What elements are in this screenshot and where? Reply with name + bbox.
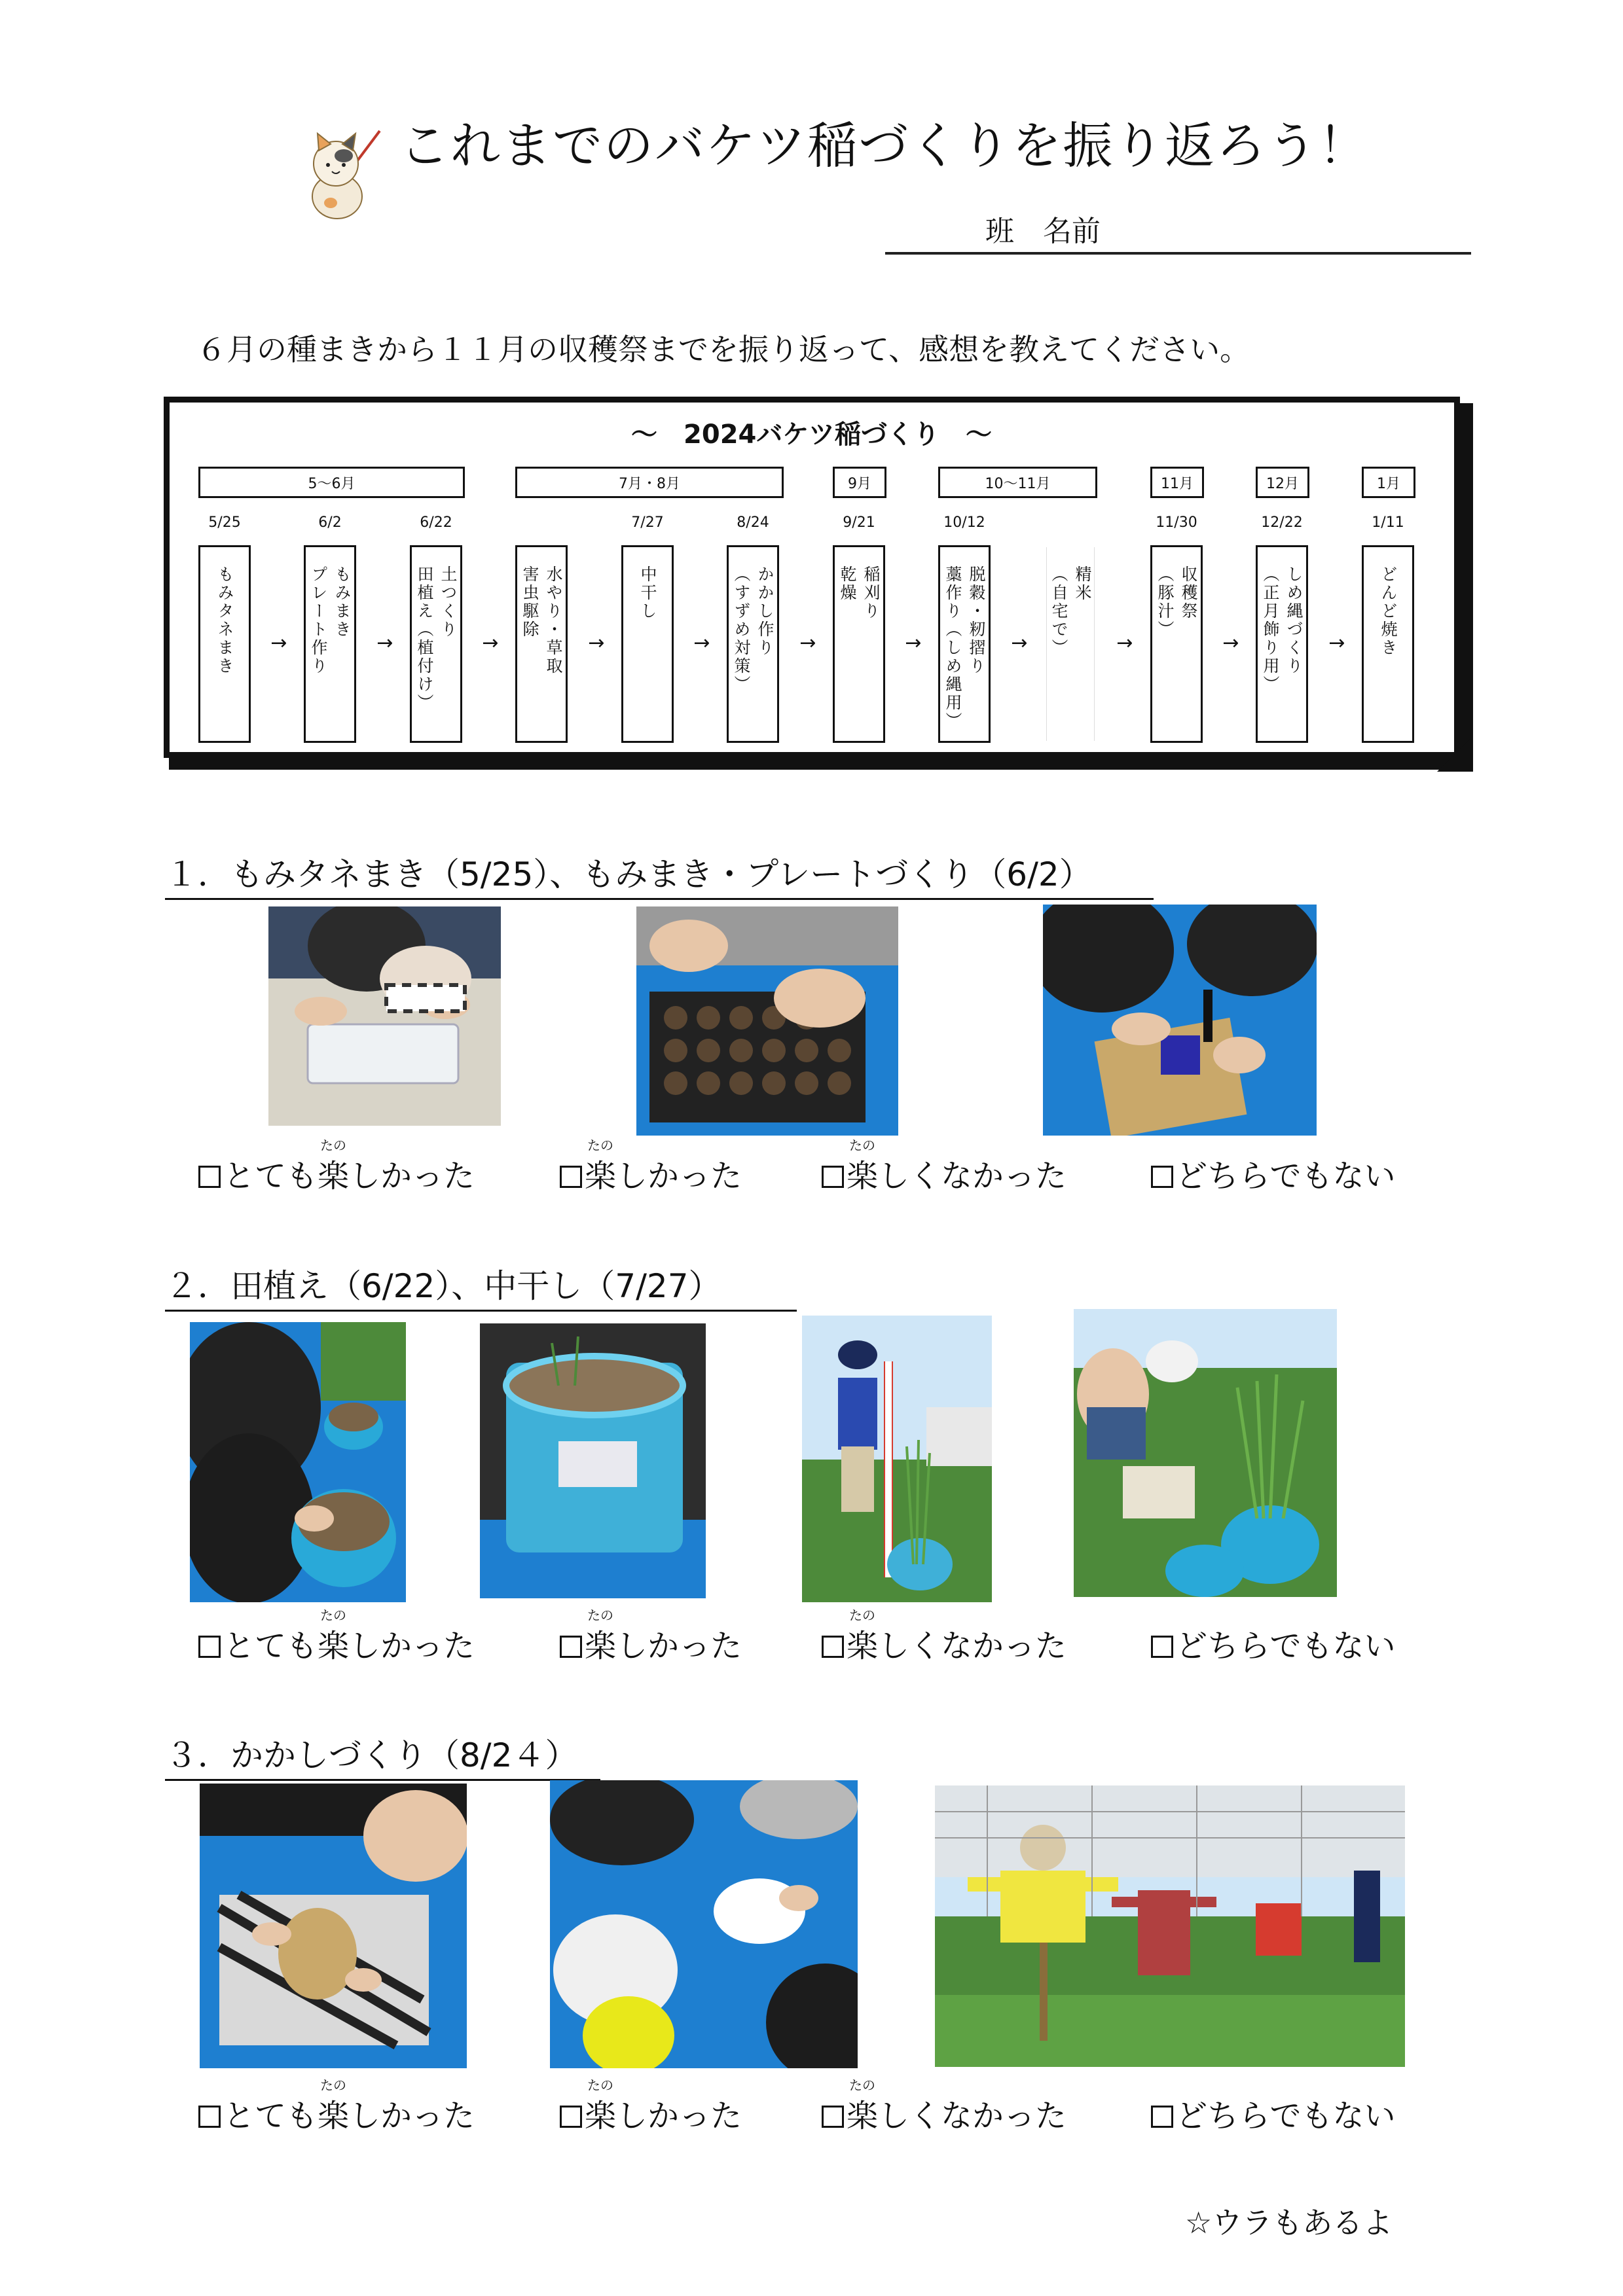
choice-very-fun-3[interactable]: とても たの 楽しかった xyxy=(198,2090,475,2136)
choice-neither-3[interactable]: どちらでもない xyxy=(1151,2090,1396,2136)
date-label: 6/22 xyxy=(420,514,452,531)
month-label: 10～11月 xyxy=(938,467,1097,498)
photo-bucket-mud xyxy=(480,1323,706,1598)
month-label: 11月 xyxy=(1150,467,1204,498)
checkbox[interactable] xyxy=(198,1166,221,1188)
arrow-icon: → xyxy=(376,632,393,655)
timeline-title: ～ 2024バケツ稲づくり ～ xyxy=(631,420,992,450)
month-label: 12月 xyxy=(1256,467,1309,498)
step-shimenawa: しめ縄づくり （正月飾り用） xyxy=(1256,545,1308,743)
photo-mid-drying xyxy=(802,1316,992,1602)
date-label: 11/30 xyxy=(1156,514,1197,531)
step-plate-making: もみまき プレート作り xyxy=(304,545,356,743)
choice-fun-1[interactable]: たの 楽しかった xyxy=(560,1151,742,1196)
photo-plate-drawing xyxy=(1043,905,1317,1136)
arrow-icon: → xyxy=(1222,632,1239,655)
checkbox[interactable] xyxy=(198,1636,221,1658)
step-dondo-yaki: どんど焼き xyxy=(1362,545,1414,743)
date-label: 1/11 xyxy=(1372,514,1404,531)
checkbox[interactable] xyxy=(1151,1636,1173,1658)
month-label: 5～6月 xyxy=(198,467,465,498)
photo-rice-planting xyxy=(190,1322,406,1602)
timeline-page-curl xyxy=(1437,736,1473,772)
choice-very-fun-1[interactable]: とても たの 楽しかった xyxy=(198,1151,475,1196)
choice-neither-1[interactable]: どちらでもない xyxy=(1151,1151,1396,1196)
photo-scarecrow-head xyxy=(550,1780,858,2068)
step-watering: 水やり・草取 害虫駆除 xyxy=(515,545,568,743)
name-label: 班 名前 xyxy=(985,215,1101,248)
arrow-icon: → xyxy=(482,632,499,655)
photo-scarecrow-making xyxy=(200,1784,467,2068)
arrow-icon: → xyxy=(799,632,816,655)
arrow-icon: → xyxy=(1328,632,1345,655)
checkbox[interactable] xyxy=(560,1636,582,1658)
arrow-icon: → xyxy=(270,632,287,655)
choice-very-fun-2[interactable]: とても たの 楽しかった xyxy=(198,1621,475,1666)
arrow-icon: → xyxy=(588,632,605,655)
month-label: 9月 xyxy=(833,467,886,498)
date-label: 8/24 xyxy=(737,514,769,531)
date-label: 9/21 xyxy=(843,514,875,531)
choice-fun-2[interactable]: たの 楽しかった xyxy=(560,1621,742,1666)
section-3-title: ３．かかしづくり（8/2４） xyxy=(165,1729,600,1781)
footer-note: ☆ウラもあるよ xyxy=(1185,2205,1393,2240)
step-mid-drying: 中干し xyxy=(621,545,674,743)
date-label: 6/2 xyxy=(318,514,342,531)
date-label: 12/22 xyxy=(1261,514,1303,531)
cat-teacher-icon xyxy=(298,124,383,223)
checkbox[interactable] xyxy=(822,1166,844,1188)
month-label: 7月・8月 xyxy=(515,467,784,498)
checkbox[interactable] xyxy=(1151,1166,1173,1188)
choice-not-fun-2[interactable]: たの 楽しくなかった xyxy=(822,1621,1067,1666)
checkbox[interactable] xyxy=(198,2106,221,2128)
checkbox[interactable] xyxy=(1151,2106,1173,2128)
step-rice-planting: 土つくり 田植え（植付け） xyxy=(410,545,462,743)
checkbox[interactable] xyxy=(560,2106,582,2128)
arrow-icon: → xyxy=(693,632,710,655)
step-polishing: 精米 （自宅で） xyxy=(1044,545,1097,743)
date-label: 5/25 xyxy=(208,514,241,531)
name-input-line[interactable] xyxy=(885,252,1471,255)
choice-not-fun-1[interactable]: たの 楽しくなかった xyxy=(822,1151,1067,1196)
arrow-icon: → xyxy=(905,632,922,655)
checkbox[interactable] xyxy=(560,1166,582,1188)
photo-seed-sowing xyxy=(268,906,501,1126)
photo-plate-making xyxy=(636,906,898,1136)
month-label: 1月 xyxy=(1362,467,1415,498)
choice-neither-2[interactable]: どちらでもない xyxy=(1151,1621,1396,1666)
page-title: これまでのバケツ稲づくりを振り返ろう！ xyxy=(399,117,1370,175)
date-label: 7/27 xyxy=(631,514,664,531)
intro-text: ６月の種まきから１１月の収穫祭までを振り返って、感想を教えてください。 xyxy=(196,332,1250,367)
step-threshing: 脱穀・籾摺り 藁作り（しめ縄用） xyxy=(938,545,991,743)
section-2-title: ２．田植え（6/22）、中干し（7/27） xyxy=(165,1260,797,1312)
photo-scarecrows-garden xyxy=(935,1785,1405,2067)
step-scarecrow: かかし作り （すずめ対策） xyxy=(727,545,779,743)
section-1-title: １．もみタネまき（5/25）、もみまき・プレートづくり（6/2） xyxy=(165,848,1154,900)
date-label: 10/12 xyxy=(943,514,985,531)
step-seed-sowing: もみタネまき xyxy=(198,545,251,743)
step-harvest: 稲刈り 乾燥 xyxy=(833,545,885,743)
choice-not-fun-3[interactable]: たの 楽しくなかった xyxy=(822,2090,1067,2136)
step-harvest-festival: 収穫祭 （豚汁） xyxy=(1150,545,1203,743)
photo-bucket-rice-plants xyxy=(1074,1309,1337,1597)
checkbox[interactable] xyxy=(822,1636,844,1658)
arrow-icon: → xyxy=(1116,632,1133,655)
checkbox[interactable] xyxy=(822,2106,844,2128)
arrow-icon: → xyxy=(1011,632,1028,655)
choice-fun-3[interactable]: たの 楽しかった xyxy=(560,2090,742,2136)
